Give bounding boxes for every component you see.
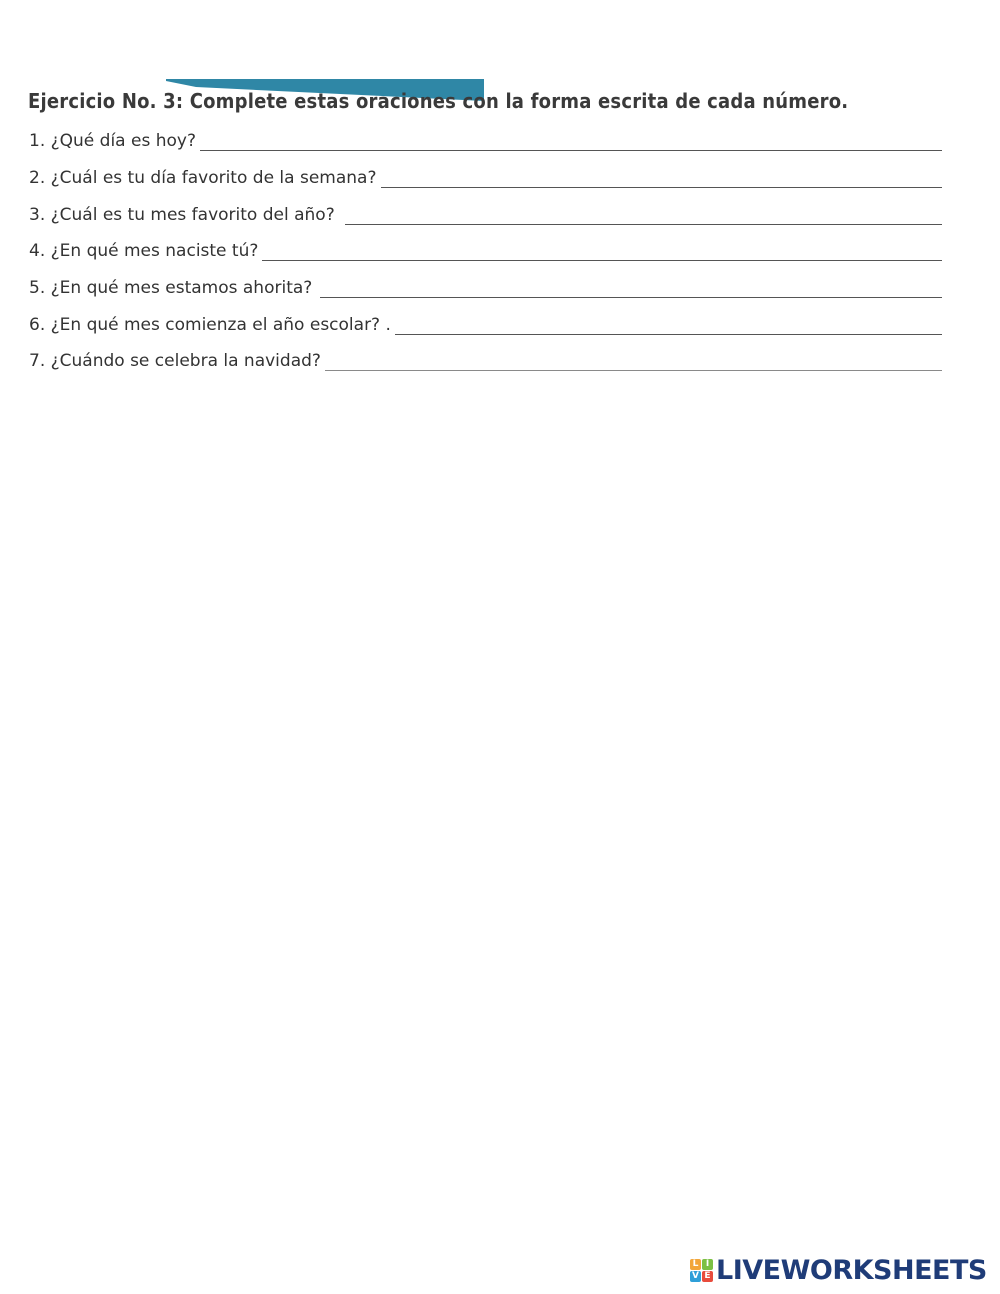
question-row-6 <box>29 310 942 336</box>
logo-mark-letter: E <box>702 1271 713 1282</box>
question-3-text: 3. ¿Cuál es tu mes favorito del año? <box>29 205 335 225</box>
question-row-5 <box>29 273 942 299</box>
liveworksheets-logo-text: LIVEWORKSHEETS <box>716 1254 987 1286</box>
question-row-3 <box>29 200 942 226</box>
liveworksheets-logo-icon <box>690 1259 713 1282</box>
answer-input-2[interactable] <box>381 169 943 188</box>
answer-input-4[interactable] <box>262 242 942 261</box>
question-row-4 <box>29 236 942 262</box>
question-6-text: 6. ¿En qué mes comienza el año escolar? . <box>29 315 391 335</box>
logo-mark-letter: L <box>690 1259 701 1270</box>
logo-mark-letter: V <box>690 1271 701 1282</box>
answer-input-6[interactable] <box>395 316 942 335</box>
answer-input-1[interactable] <box>200 132 942 151</box>
answer-input-7[interactable] <box>325 352 942 371</box>
question-4-text: 4. ¿En qué mes naciste tú? <box>29 241 259 261</box>
question-row-1 <box>29 126 942 152</box>
question-7-text: 7. ¿Cuándo se celebra la navidad? <box>29 351 321 371</box>
liveworksheets-logo[interactable] <box>690 1252 987 1288</box>
answer-input-3[interactable] <box>345 206 942 225</box>
question-5-text: 5. ¿En qué mes estamos ahorita? <box>29 278 313 298</box>
answer-input-5[interactable] <box>320 279 942 298</box>
exercise-title: Ejercicio No. 3: Complete estas oraciones con la forma escrita de cada número. <box>28 89 849 113</box>
question-row-2 <box>29 163 942 189</box>
question-2-text: 2. ¿Cuál es tu día favorito de la semana? <box>29 168 377 188</box>
question-row-7 <box>29 346 942 372</box>
question-1-text: 1. ¿Qué día es hoy? <box>29 131 196 151</box>
logo-mark-letter: I <box>702 1259 713 1270</box>
